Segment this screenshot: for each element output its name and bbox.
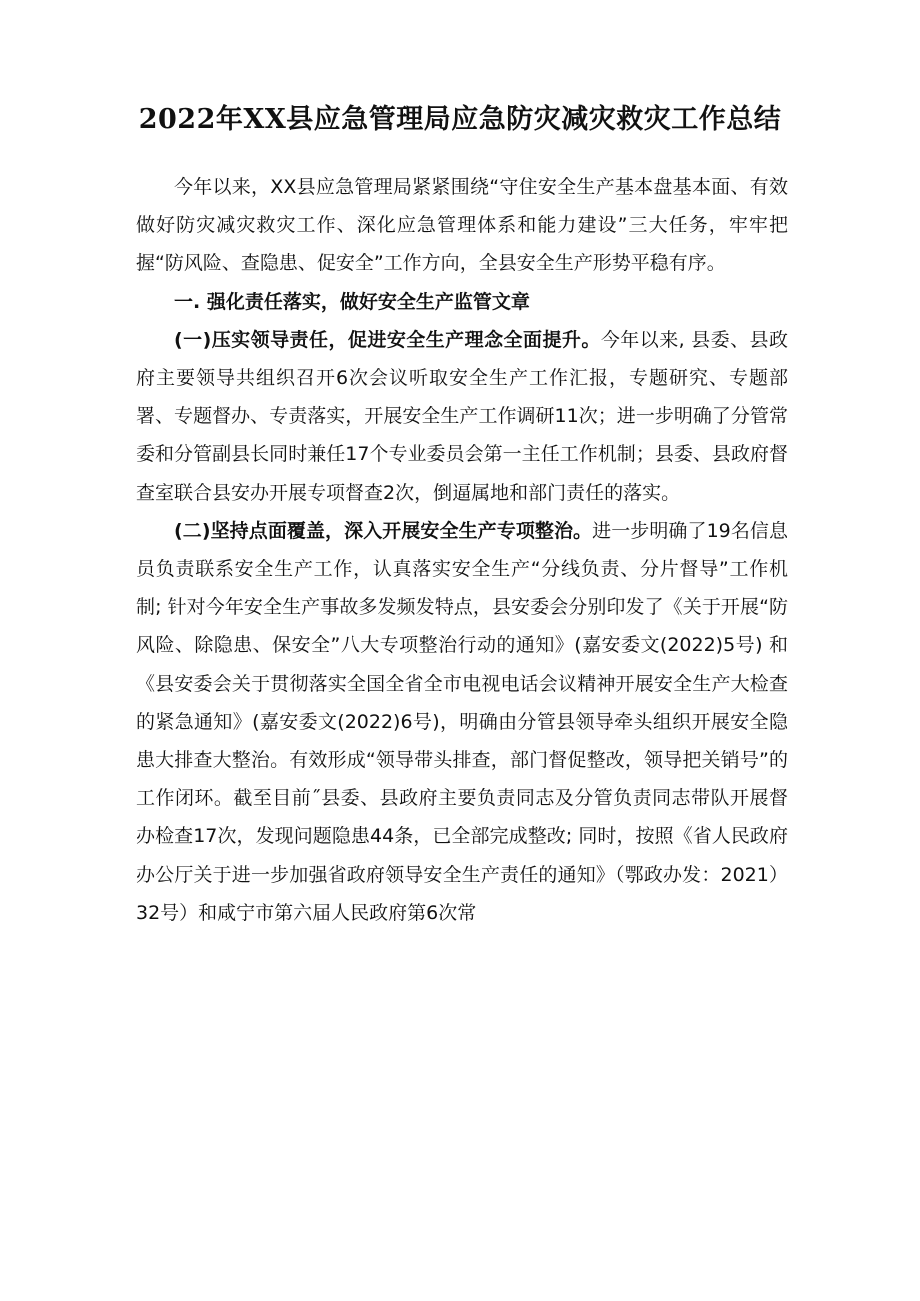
document-body — [136, 168, 788, 932]
item-2-text: 进一步明确了19名信息员负责联系安全生产工作，认真落实安全生产“分线负责、分片督导”工作机制; 针对今年安全生产事故多发频发特点，县安委会分别印发了《关于开展“防风险、除隐患、保安全”八大专项整治行动的通知》(嘉安委文(2022)5号) 和《县安委会关于贯彻落实全国全省全市电视电话会议精神开展安全生产大检查的紧急通知》(嘉安委文(2022)6号)，明确由分管县领导牵头组织开展安全隐患大排查大整治。有效形成“领导带头排查，部门督促整改，领导把关销号”的工作闭环。截至目前˝县委、县政府主要负责同志及分管负责同志带队开展督办检查17次，发现问题隐患44条，已全部完成整改; 同时，按照《省人民政府办公厅关于进一步加强省政府领导安全生产责任的通知》（鄂政办发：2021）32号）和咸宁市第六届人民政府第6次常 — [136, 519, 788, 924]
item-1-lead: (一)压实领导责任，促进安全生产理念全面提升。 — [174, 328, 601, 351]
document-title: 2022年XX县应急管理局应急防灾减灾救灾工作总结 — [138, 104, 782, 135]
section-heading: 一. 强化责任落实，做好安全生产监管文章 — [174, 290, 530, 313]
item-1-text: 今年以来, 县委、县政府主要领导共组织召开6次会议听取安全生产工作汇报，专题研究、专题部署、专题督办、专责落实，开展安全生产工作调研11次；进一步明确了分管常委和分管副县长同时兼任17个专业委员会第一主任工作机制；县委、县政府督查室联合县安办开展专项督查2次，倒逼属地和部门责任的落实。 — [136, 328, 788, 504]
intro-paragraph: 今年以来，XX县应急管理局紧紧围绕“守住安全生产基本盘基本面、有效做好防灾减灾救灾工作、深化应急管理体系和能力建设”三大任务，牢牢把握“防风险、查隐患、促安全”工作方向，全县安全生产形势平稳有序。 — [136, 176, 788, 275]
paragraph-item-1 — [136, 321, 788, 512]
item-2-lead: (二)坚持点面覆盖，深入开展安全生产专项整治。 — [174, 519, 593, 542]
paragraph-item-2 — [136, 512, 788, 932]
